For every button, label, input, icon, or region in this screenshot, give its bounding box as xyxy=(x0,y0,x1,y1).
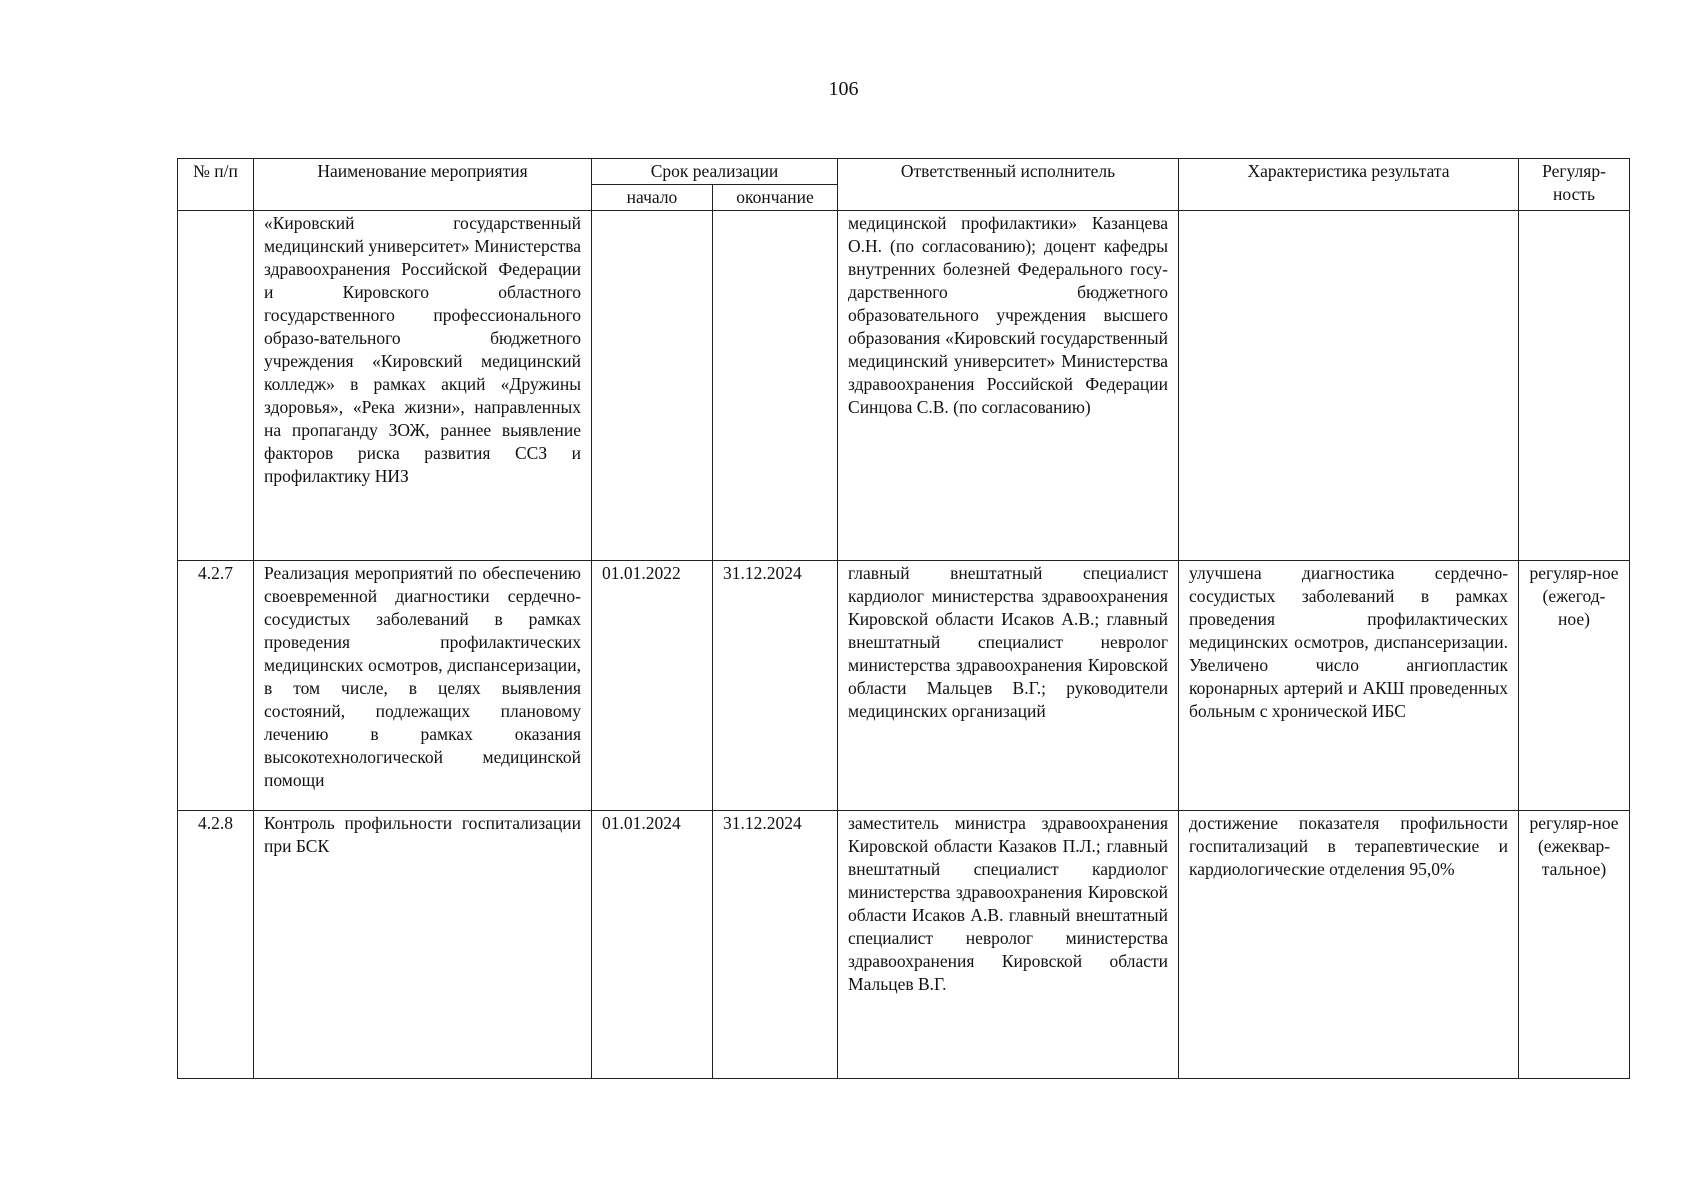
row-num: 4.2.8 xyxy=(178,811,254,1079)
header-result: Характеристика результата xyxy=(1179,159,1519,211)
header-regularity: Регуляр-ность xyxy=(1519,159,1630,211)
row-end: 31.12.2024 xyxy=(713,561,838,811)
row-regularity: регуляр-ное (ежегод-ное) xyxy=(1519,561,1630,811)
row-responsible: медицинской профилактики» Казанцева О.Н. (по согласованию); доцент кафедры внутренних болезней Федерального госу-дарственного бюджетного образовательного учреждения высшего образования «Кировский государственный медицинский университет» Министерства здравоохранения Российской Федерации Синцова С.В. (по согласованию) xyxy=(838,211,1179,561)
row-name: Реализация мероприятий по обеспечению своевременной диагностики сердечно-сосудистых заболеваний в рамках проведения профилактических медицинских осмотров, диспансеризации, в том числе, в целях выявления состояний, подлежащих плановому лечению в рамках оказания высокотехнологической медицинской помощи xyxy=(254,561,592,811)
row-regularity xyxy=(1519,211,1630,561)
activities-table xyxy=(177,158,1630,1079)
header-name: Наименование мероприятия xyxy=(254,159,592,211)
row-name: «Кировский государственный медицинский университет» Министерства здравоохранения Российской Федерации и Кировского областного государственного профессионального образо-вательного бюджетного учреждения «Кировский медицинский колледж» в рамках акций «Дружины здоровья», «Река жизни», направленных на пропаганду ЗОЖ, раннее выявление факторов риска развития ССЗ и профилактику НИЗ xyxy=(254,211,592,561)
table-row xyxy=(178,561,1630,811)
table-row xyxy=(178,211,1630,561)
row-result: достижение показателя профильности госпитализаций в терапевтические и кардиологические отделения 95,0% xyxy=(1179,811,1519,1079)
row-responsible: главный внештатный специалист кардиолог министерства здравоохранения Кировской области Исаков А.В.; главный внештатный специалист невролог министерства здравоохранения Кировской области Мальцев В.Г.; руководители медицинских организаций xyxy=(838,561,1179,811)
row-end xyxy=(713,211,838,561)
row-start: 01.01.2022 xyxy=(592,561,713,811)
row-num xyxy=(178,211,254,561)
row-responsible: заместитель министра здравоохранения Кировской области Казаков П.Л.; главный внештатный специалист кардиолог министерства здравоохранения Кировской области Исаков А.В. главный внештатный специалист невролог министерства здравоохранения Кировской области Мальцев В.Г. xyxy=(838,811,1179,1079)
row-regularity: регуляр-ное (ежеквар-тальное) xyxy=(1519,811,1630,1079)
header-period: Срок реализации xyxy=(592,159,838,185)
header-responsible: Ответственный исполнитель xyxy=(838,159,1179,211)
header-row xyxy=(178,159,1630,185)
row-end: 31.12.2024 xyxy=(713,811,838,1079)
header-end: окончание xyxy=(713,185,838,211)
header-start: начало xyxy=(592,185,713,211)
page-number: 106 xyxy=(828,78,859,100)
row-result xyxy=(1179,211,1519,561)
header-num: № п/п xyxy=(178,159,254,211)
row-num: 4.2.7 xyxy=(178,561,254,811)
row-start: 01.01.2024 xyxy=(592,811,713,1079)
table-row xyxy=(178,811,1630,1079)
row-start xyxy=(592,211,713,561)
row-name: Контроль профильности госпитализации при БСК xyxy=(254,811,592,1079)
row-result: улучшена диагностика сердечно-сосудистых заболеваний в рамках проведения профилактических медицинских осмотров, диспансеризации. Увеличено число ангиопластик коронарных артерий и АКШ проведенных больным с хронической ИБС xyxy=(1179,561,1519,811)
